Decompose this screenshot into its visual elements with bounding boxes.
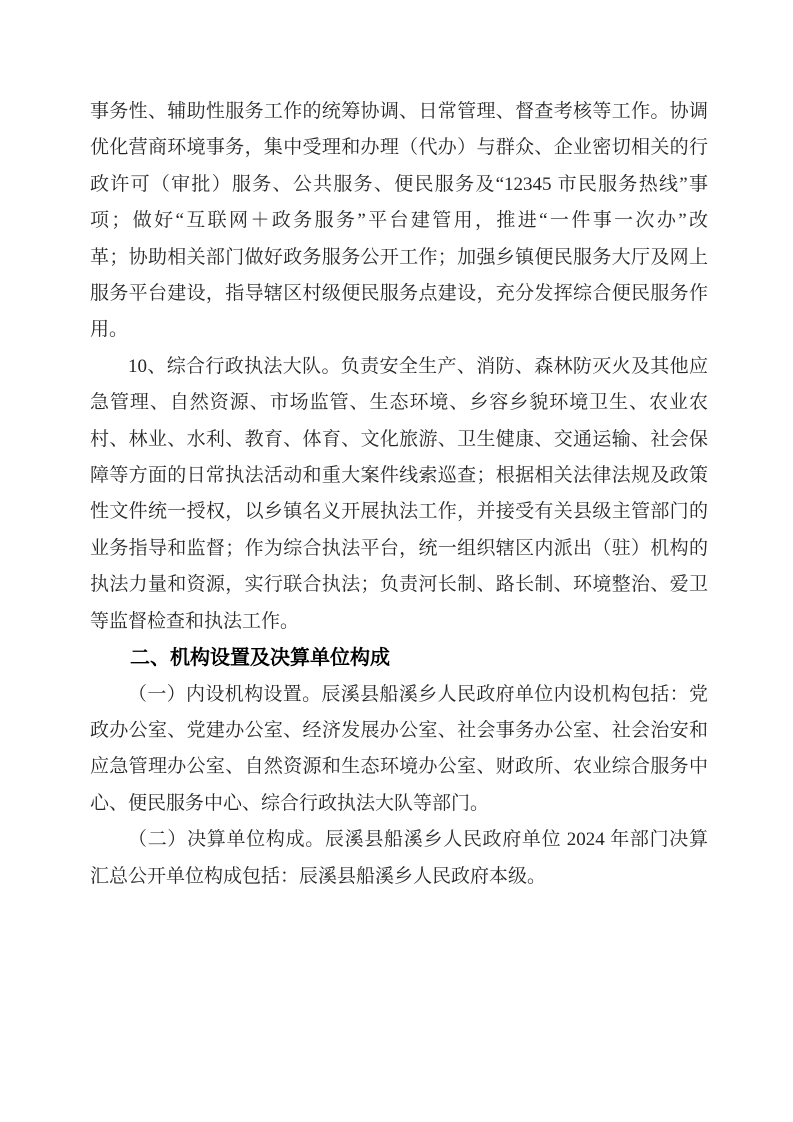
text-line: 业务指导和监督；作为综合执法平台，统一组织辖区内派出（驻）机构的: [90, 537, 708, 559]
text-line: 性文件统一授权，以乡镇名义开展执法工作，并接受有关县级主管部门的: [90, 501, 708, 523]
text-line: 障等方面的日常执法活动和重大案件线索巡查；根据相关法律法规及政策: [90, 465, 708, 487]
text-line: （二）决算单位构成。辰溪县船溪乡人民政府单位 2024 年部门决算: [128, 829, 708, 851]
text-line: 应急管理办公室、自然资源和生态环境办公室、财政所、农业综合服务中: [90, 756, 708, 778]
text-line: 事务性、辅助性服务工作的统筹协调、日常管理、督查考核等工作。协调: [90, 101, 708, 122]
text-line: 急管理、自然资源、市场监管、生态环境、乡容乡貌环境卫生、农业农: [90, 392, 708, 414]
text-line: 村、林业、水利、教育、体育、文化旅游、卫生健康、交通运输、社会保: [90, 428, 708, 450]
paragraph-internal-org: [90, 677, 708, 823]
text-line: 10、综合行政执法大队。负责安全生产、消防、森林防灭火及其他应: [128, 355, 708, 377]
text-line: 优化营商环境事务，集中受理和办理（代办）与群众、企业密切相关的行: [90, 137, 708, 159]
text-line: （一）内设机构设置。辰溪县船溪乡人民政府单位内设机构包括：党: [128, 683, 708, 705]
text-line: 项；做好“互联网＋政务服务”平台建管用，推进“一件事一次办”改: [90, 210, 708, 232]
paragraph-unit-composition: [90, 822, 708, 895]
paragraph-services-continuation: [90, 94, 708, 349]
text-line: 政办公室、党建办公室、经济发展办公室、社会事务办公室、社会治安和: [90, 719, 708, 741]
paragraph-enforcement-brigade: [90, 349, 708, 640]
text-line: 政许可（审批）服务、公共服务、便民服务及“12345 市民服务热线”事: [90, 173, 708, 195]
text-line: 等监督检查和执法工作。: [90, 610, 300, 632]
text-line: 革；协助相关部门做好政务服务公开工作；加强乡镇便民服务大厅及网上: [90, 246, 708, 268]
text-line: 心、便民服务中心、综合行政执法大队等部门。: [90, 792, 490, 814]
text-line: 用。: [90, 319, 129, 341]
text-line: 服务平台建设，指导辖区村级便民服务点建设，充分发挥综合便民服务作: [90, 283, 708, 305]
text-line: 执法力量和资源，实行联合执法；负责河长制、路长制、环境整治、爱卫: [90, 574, 708, 596]
text-line: 汇总公开单位构成包括：辰溪县船溪乡人民政府本级。: [90, 865, 547, 887]
section-heading-org-structure: 二、机构设置及决算单位构成: [130, 647, 390, 670]
